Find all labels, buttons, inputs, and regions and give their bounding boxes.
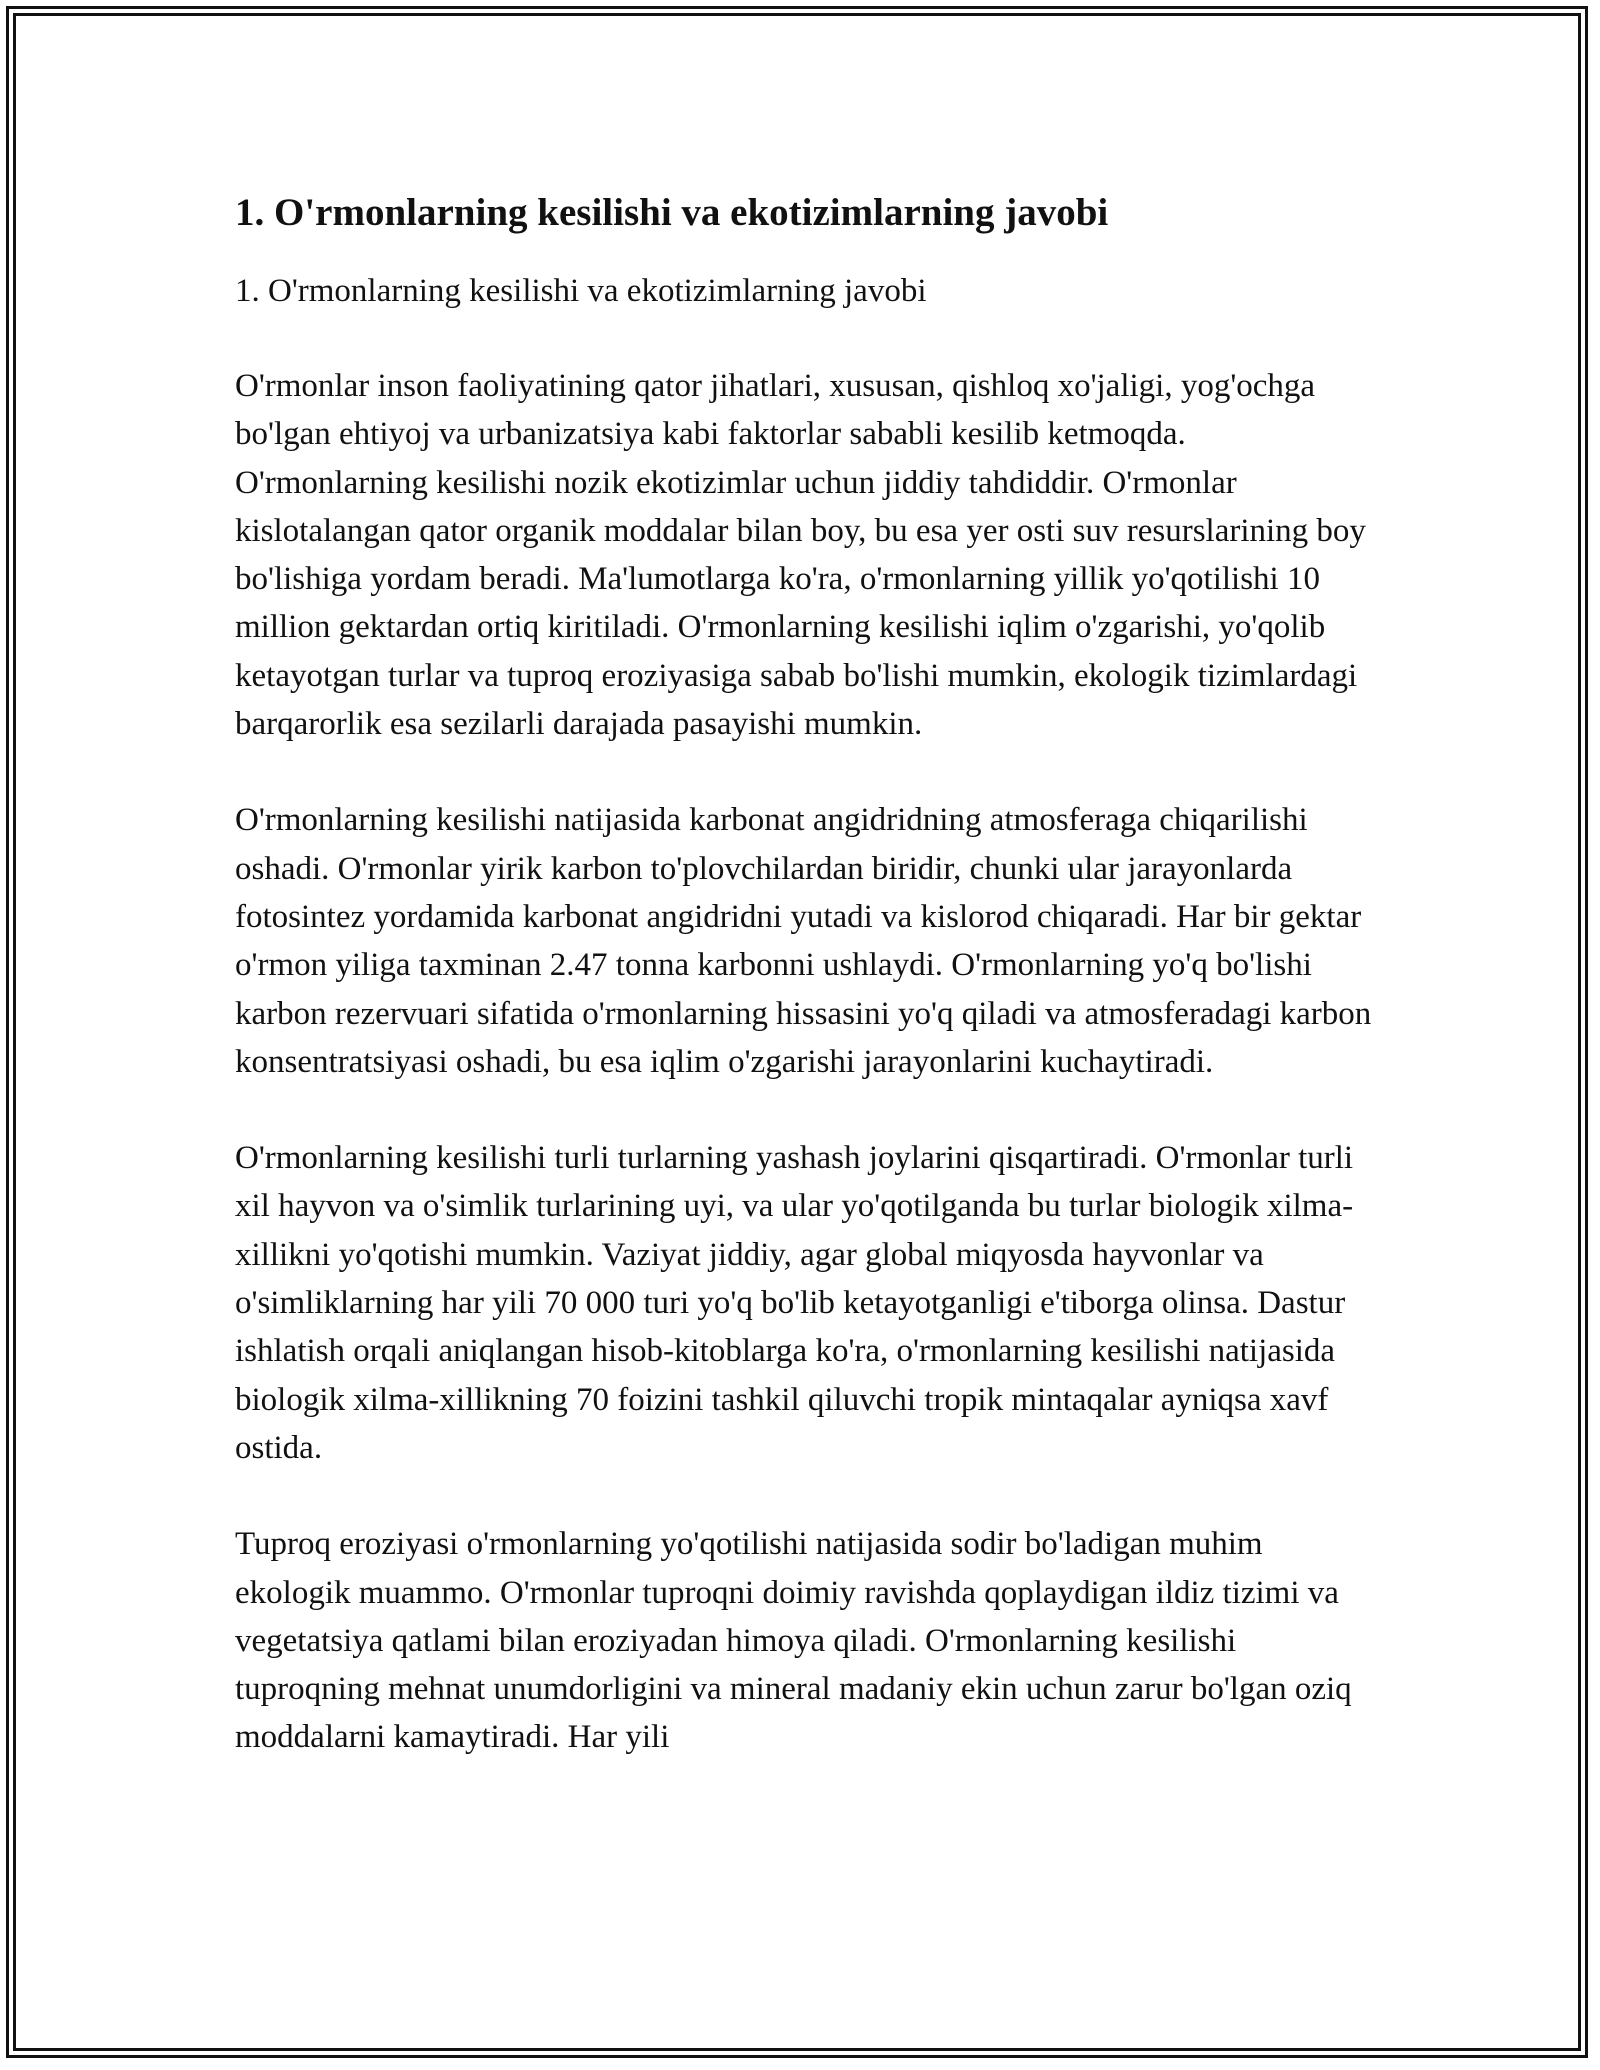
- document-subheading: 1. O'rmonlarning kesilishi va ekotizimlarning javobi: [235, 273, 927, 309]
- document-body: [235, 185, 1375, 1810]
- paragraph-4: Tuproq eroziyasi o'rmonlarning yo'qotilishi natijasida sodir bo'ladigan muhim ekologik muammo. O'rmonlar tuproqni doimiy ravishda qoplaydigan ildiz tizimi va vegetatsiya qatlami bilan eroziyadan himoya qiladi. O'rmonlarning kesilishi tuproqning mehnat unumdorligini va mineral madaniy ekin uchun zarur bo'lgan oziq moddalarni kamaytiradi. Har yili: [235, 1526, 1352, 1756]
- document-heading: 1. O'rmonlarning kesilishi va ekotizimlarning javobi: [235, 191, 1109, 234]
- paragraph-2: O'rmonlarning kesilishi natijasida karbonat angidridning atmosferaga chiqarilishi oshadi. O'rmonlar yirik karbon to'plovchilardan biridir, chunki ular jarayonlarda fotosintez yordamida karbonat angidridni yutadi va kislorod chiqaradi. Har bir gektar o'rmon yiliga taxminan 2.47 tonna karbonni ushlaydi. O'rmonlarning yo'q bo'lishi karbon rezervuari sifatida o'rmonlarning hissasini yo'q qiladi va atmosferadagi karbon konsentratsiyasi oshadi, bu esa iqlim o'zgarishi jarayonlarini kuchaytiradi.: [235, 802, 1372, 1080]
- paragraph-3: O'rmonlarning kesilishi turli turlarning yashash joylarini qisqartiradi. O'rmonlar turli xil hayvon va o'simlik turlarining uyi, va ular yo'qotilganda bu turlar biologik xilma-xillikni yo'qotishi mumkin. Vaziyat jiddiy, agar global miqyosda hayvonlar va o'simliklarning har yili 70 000 turi yo'q bo'lib ketayotganligi e'tiborga olinsa. Dastur ishlatish orqali aniqlangan hisob-kitoblarga ko'ra, o'rmonlarning kesilishi natijasida biologik xilma-xillikning 70 foizini tashkil qiluvchi tropik mintaqalar ayniqsa xavf ostida.: [235, 1140, 1354, 1466]
- paragraph-1: O'rmonlar inson faoliyatining qator jihatlari, xususan, qishloq xo'jaligi, yog'ochga bo'lgan ehtiyoj va urbanizatsiya kabi faktorlar sababli kesilib ketmoqda. O'rmonlarning kesilishi nozik ekotizimlar uchun jiddiy tahdiddir. O'rmonlar kislotalangan qator organik moddalar bilan boy, bu esa yer osti suv resurslarining boy bo'lishiga yordam beradi. Ma'lumotlarga ko'ra, o'rmonlarning yillik yo'qotilishi 10 million gektardan ortiq kiritiladi. O'rmonlarning kesilishi iqlim o'zgarishi, yo'qolib ketayotgan turlar va tuproq eroziyasiga sabab bo'lishi mumkin, ekologik tizimlardagi barqarorlik esa sezilarli darajada pasayishi mumkin.: [235, 368, 1366, 743]
